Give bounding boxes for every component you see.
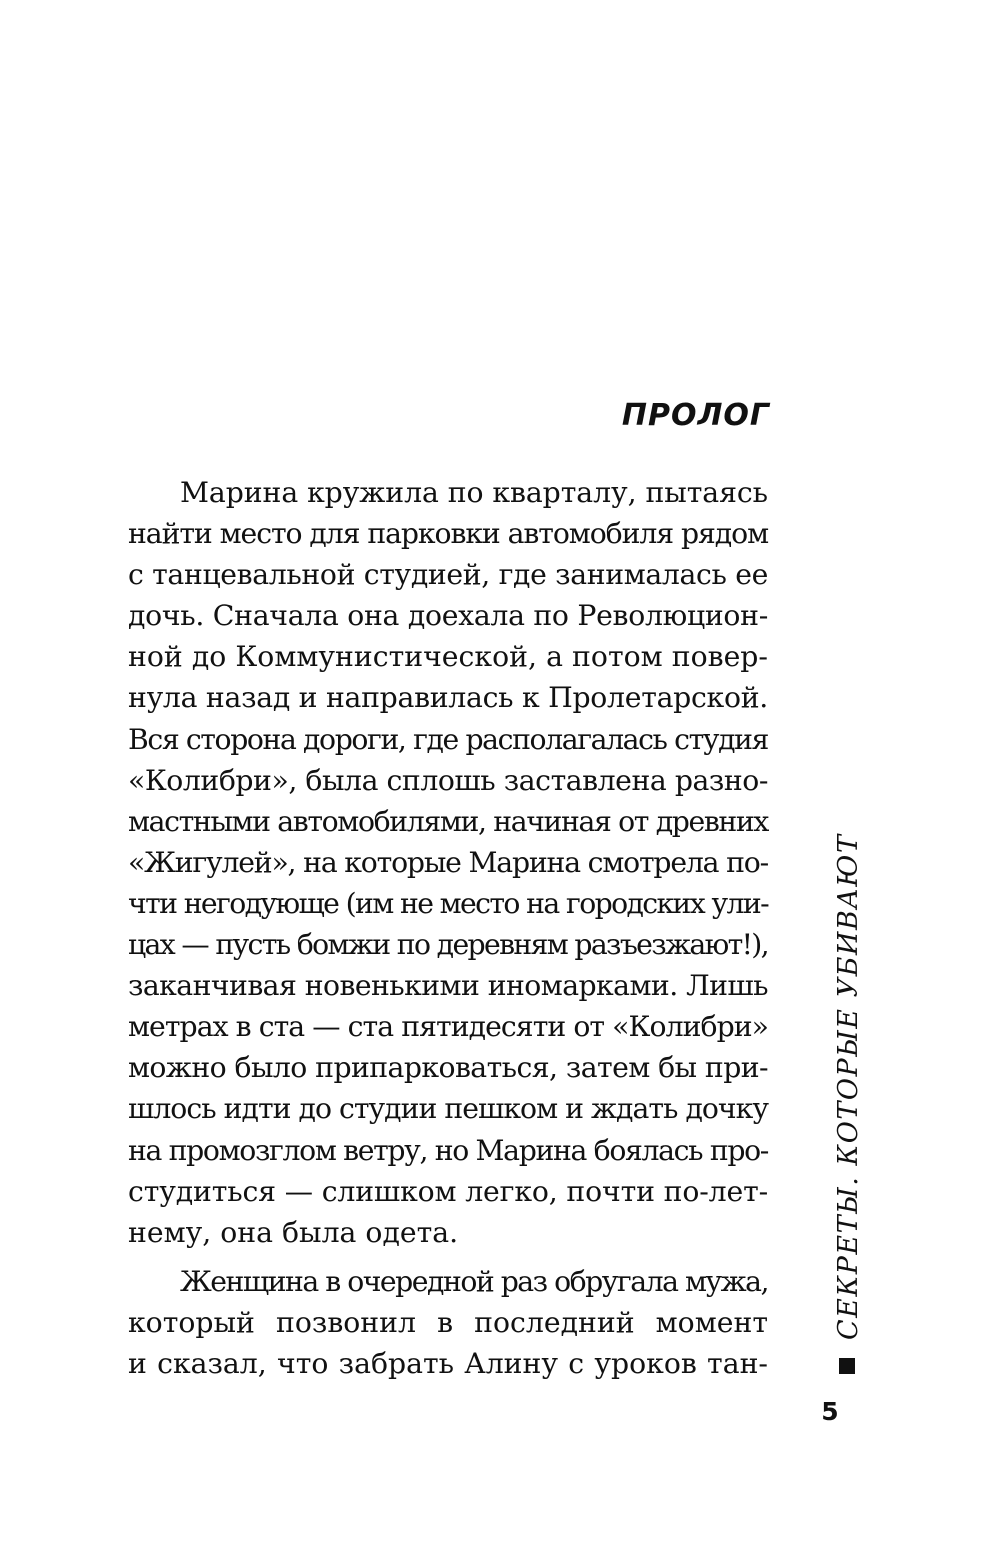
text-line: шлось идти до студии пешком и ждать дочку xyxy=(128,1092,769,1126)
square-bullet-icon xyxy=(839,1358,855,1374)
text-line: «Колибри», была сплошь заставлена разно- xyxy=(128,763,768,797)
text-line: заканчивая новенькими иномарками. Лишь xyxy=(128,969,768,1003)
text-line: ной до Коммунистической, а потом повер- xyxy=(128,640,768,674)
chapter-title: ПРОЛОГ xyxy=(621,398,770,433)
running-head-title: СЕКРЕТЫ. КОТОРЫЕ УБИВАЮТ xyxy=(833,833,864,1340)
page-number: 5 xyxy=(821,1397,839,1426)
text-line: Женщина в очередной раз обругала мужа, xyxy=(180,1264,769,1298)
text-line: студиться — слишком легко, почти по-лет- xyxy=(128,1174,769,1208)
text-line: Вся сторона дороги, где располагалась студия xyxy=(128,722,769,756)
text-line: метрах в ста — ста пятидесяти от «Колибри» xyxy=(128,1010,769,1044)
text-line: найти место для парковки автомобиля рядом xyxy=(128,517,769,551)
text-line: можно было припарковаться, затем бы при- xyxy=(128,1051,768,1085)
text-line: мастными автомобилями, начиная от древних xyxy=(128,804,768,838)
text-line: нула назад и направилась к Пролетарской. xyxy=(128,681,768,715)
text-line: «Жигулей», на которые Марина смотрела по- xyxy=(128,845,769,879)
text-line: цах — пусть бомжи по деревням разъезжают!), xyxy=(128,928,768,962)
running-head xyxy=(833,834,865,1375)
text-line: с танцевальной студией, где занималась ее xyxy=(128,558,768,592)
body-text xyxy=(128,472,768,1384)
text-line: на промозглом ветру, но Марина боялась про- xyxy=(128,1133,768,1167)
text-line: который позвонил в последний момент xyxy=(128,1305,768,1339)
text-line: Марина кружила по кварталу, пытаясь xyxy=(180,476,768,509)
text-line: дочь. Сначала она доехала по Революцион- xyxy=(128,599,768,633)
text-line: нему, она была одета. xyxy=(128,1215,459,1249)
text-line: чти негодующе (им не место на городских ули- xyxy=(128,886,768,920)
text-line: и сказал, что забрать Алину с уроков тан- xyxy=(128,1346,768,1380)
